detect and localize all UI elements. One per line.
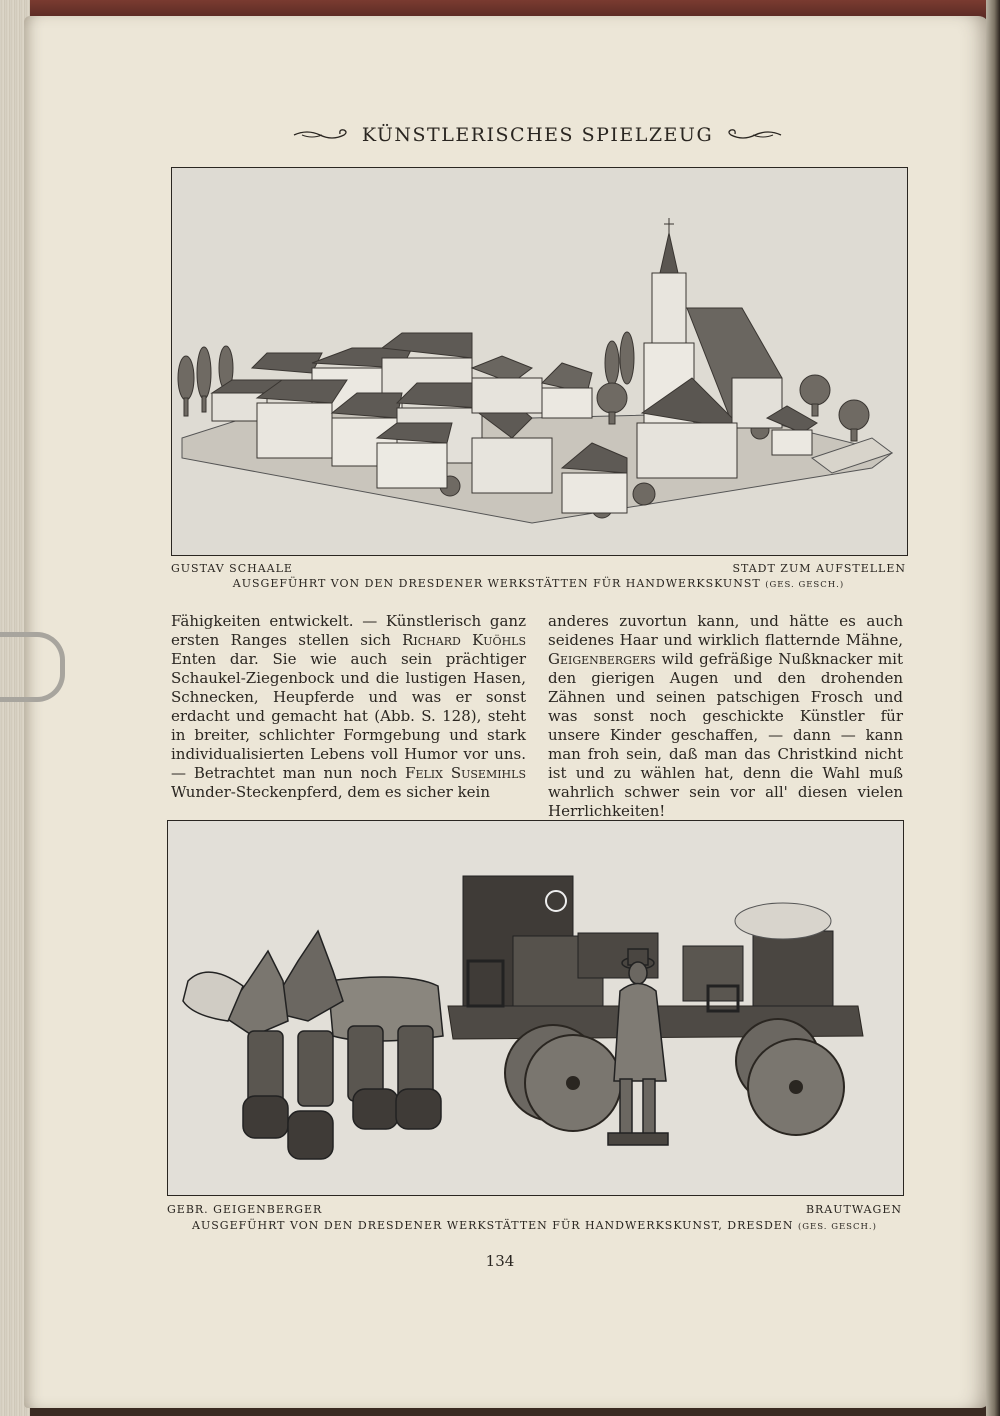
plate2-credit-line <box>167 1219 902 1232</box>
paper-clip-icon <box>0 632 65 702</box>
text-column-right <box>548 612 903 821</box>
left-ornament-icon <box>292 127 352 143</box>
left-column-paragraph <box>171 612 526 802</box>
plate2-title: BRAUTWAGEN <box>805 1203 902 1216</box>
left-text-3: Wunder-Steckenpferd, dem es sicher kein <box>171 783 491 801</box>
plate1-credit: AUSGEFÜHRT VON DEN DRESDENER WERKSTÄTTEN FÜR HANDWERKSKUNST <box>232 577 761 590</box>
plate1-rights: (GES. GESCH.) <box>765 580 845 590</box>
running-head-title: KÜNSTLERISCHES SPIELZEUG <box>361 124 714 146</box>
running-head <box>170 120 905 150</box>
page-number: 134 <box>485 1252 515 1270</box>
plate1-caption-row <box>171 562 906 575</box>
left-text-2: Enten dar. Sie wie auch sein prächtiger Schaukel-Ziegenbock und die lustigen Hasen, Schnecken, Heupferde und was er sonst erdacht und gemacht hat (Abb. S. 128), steht in breiter, schlichter Formgebung und stark individualisierten Lebens voll Humor vor uns. — Betrachtet man nun noch <box>171 650 526 782</box>
book-spine-shadow <box>986 0 1000 1416</box>
plate2-caption-row <box>167 1203 902 1216</box>
plate1-artist: GUSTAV SCHAALE <box>171 562 293 575</box>
plate2-artist: GEBR. GEIGENBERGER <box>167 1203 323 1216</box>
text-column-left <box>171 612 526 802</box>
right-ornament-icon <box>723 127 783 143</box>
right-text-1: anderes zuvortun kann, und hätte es auch seidenes Haar und wirklich flatternde Mähne, <box>548 612 903 649</box>
right-text-2: wild gefräßige Nußknacker mit den gierigen Augen und den drohenden Zähnen und seinen patschigen Frosch und was sonst noch geschickte Künstler für unsere Kinder geschaffen, — dann — kann man froh sein, daß man das Christkind nicht ist und zu wählen hat, denn die Wahl muß wahrlich schwer sein vor all' diesen vielen Herrlichkeiten! <box>548 650 903 820</box>
left-text-1: Fähigkeiten entwickelt. — Künstlerisch ganz ersten Ranges stellen sich <box>171 612 526 649</box>
name-susemihl: Felix Susemihls <box>405 764 526 782</box>
right-column-paragraph <box>548 612 903 821</box>
plate2-credit: AUSGEFÜHRT VON DEN DRESDENER WERKSTÄTTEN FÜR HANDWERKSKUNST, DRESDEN <box>192 1219 794 1232</box>
name-kuoehl: Richard Kuöhls <box>402 631 526 649</box>
plate1-title: STADT ZUM AUFSTELLEN <box>732 562 906 575</box>
plate2-rights: (GES. GESCH.) <box>797 1222 877 1232</box>
toy-town-photo <box>171 167 908 556</box>
name-geigenberger: Geigenbergers <box>548 650 656 668</box>
plate1-credit-line <box>171 577 906 590</box>
bridal-wagon-photo <box>167 820 904 1196</box>
